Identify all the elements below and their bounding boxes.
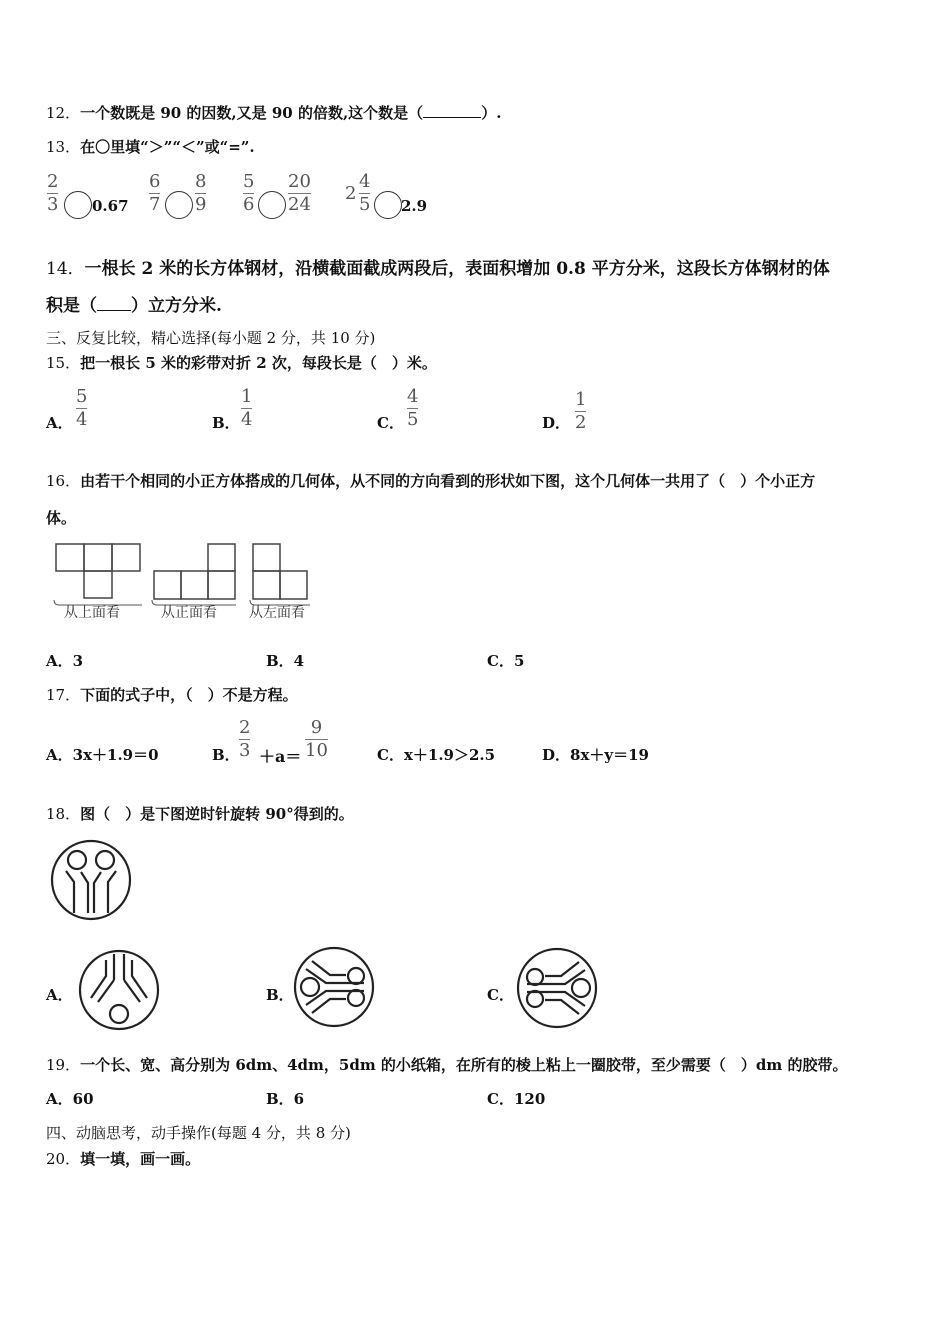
option-16c[interactable]: C．5: [487, 652, 525, 670]
compare-circle[interactable]: [165, 191, 193, 219]
question-14-line2: 积是（ ）立方分米.: [46, 296, 222, 316]
question-13: 13．在〇里填“＞”“＜”或“=”.: [46, 138, 255, 156]
value: 2.9: [401, 197, 428, 215]
fraction: 1 4: [241, 386, 253, 430]
question-text: 把一根长 5 米的彩带对折 2 次，每段长是（ ）米。: [80, 354, 437, 372]
view-label-left: 从左面看: [249, 605, 305, 621]
three-view-figure: [50, 538, 320, 628]
question-text: 填一填，画一画。: [80, 1150, 201, 1168]
compare-circle[interactable]: [374, 191, 402, 219]
option-16b[interactable]: B．4: [266, 652, 305, 670]
view-label-front: 从正面看: [161, 605, 217, 621]
question-text: 下面的式子中，（ ）不是方程。: [80, 686, 298, 704]
question-17: 17．下面的式子中，（ ）不是方程。: [46, 686, 298, 704]
fraction: 9 10: [305, 717, 328, 761]
question-text: 一根长 2 米的长方体钢材，沿横截面截成两段后，表面积增加 0.8 平方分米，这段长方体钢材的体: [84, 259, 830, 279]
fraction: 2 3: [47, 171, 59, 215]
answer-blank[interactable]: [423, 117, 481, 118]
fraction: 1 2: [575, 389, 587, 433]
option-18c-figure[interactable]: [515, 946, 599, 1030]
option-18a-figure[interactable]: [77, 948, 161, 1032]
rotation-original-figure: [46, 836, 136, 924]
option-18b-figure[interactable]: [292, 945, 376, 1029]
answer-blank[interactable]: [97, 310, 131, 311]
fraction: 8 9: [195, 171, 207, 215]
fraction: 6 7: [149, 171, 161, 215]
question-text: 一个数既是 90 的因数,又是 90 的倍数,这个数是（: [80, 104, 424, 122]
fraction: 5 4: [76, 386, 88, 430]
question-20: 20．填一填，画一画。: [46, 1150, 201, 1168]
option-18b-label[interactable]: B．: [266, 986, 294, 1004]
option-17d[interactable]: D．8x＋y＝19: [542, 746, 649, 764]
question-18: 18．图（ ）是下图逆时针旋转 90°得到的。: [46, 805, 354, 823]
fraction: 4 5: [359, 171, 371, 215]
option-19b[interactable]: B．6: [266, 1090, 305, 1108]
option-17c[interactable]: C．x＋1.9＞2.5: [377, 746, 496, 764]
question-text: 图（ ）是下图逆时针旋转 90°得到的。: [80, 805, 354, 823]
option-18c-label[interactable]: C．: [487, 986, 514, 1004]
option-16a[interactable]: A．3: [46, 652, 84, 670]
compare-circle[interactable]: [258, 191, 286, 219]
option-17a[interactable]: A．3x＋1.9＝0: [46, 746, 159, 764]
question-19: 19．一个长、宽、高分别为 6dm、4dm，5dm 的小纸箱，在所有的棱上粘上一圈胶带，至少需要（ ）dm 的胶带。: [46, 1056, 848, 1074]
fraction: 2 3: [239, 717, 251, 761]
question-14: 14．一根长 2 米的长方体钢材，沿横截面截成两段后，表面积增加 0.8 平方分米，这段长方体钢材的体: [46, 259, 830, 279]
question-15: 15．把一根长 5 米的彩带对折 2 次，每段长是（ ）米。: [46, 354, 437, 372]
compare-circle[interactable]: [64, 191, 92, 219]
question-text-line2: 体。: [46, 509, 77, 527]
option-18a-label[interactable]: A．: [46, 986, 73, 1004]
question-text: 一个长、宽、高分别为 6dm、4dm，5dm 的小纸箱，在所有的棱上粘上一圈胶带，至少需要（ ）dm 的胶带。: [80, 1056, 848, 1074]
question-number: 12．: [46, 104, 81, 122]
fraction: 20 24: [288, 171, 311, 215]
question-text: 在〇里填“＞”“＜”或“=”.: [80, 138, 255, 156]
question-16: 16．由若干个相同的小正方体搭成的几何体，从不同的方向看到的形状如下图，这个几何体一共用了（ ）个小正方: [46, 472, 816, 490]
value: 0.67: [92, 197, 129, 215]
fraction: 5 6: [243, 171, 255, 215]
option-19c[interactable]: C．120: [487, 1090, 546, 1108]
question-text: 由若干个相同的小正方体搭成的几何体，从不同的方向看到的形状如下图，这个几何体一共用了（ ）个小正方: [80, 472, 816, 490]
option-19a[interactable]: A．60: [46, 1090, 94, 1108]
section-heading: 三、反复比较，精心选择(每小题 2 分，共 10 分): [46, 329, 376, 347]
fraction: 4 5: [407, 386, 419, 430]
whole-number: 2: [345, 183, 357, 204]
view-label-top: 从上面看: [64, 605, 120, 621]
question-text-tail: ）.: [481, 104, 502, 122]
section-heading: 四、动脑思考，动手操作(每题 4 分，共 8 分): [46, 1124, 351, 1142]
question-12: [46, 102, 501, 123]
